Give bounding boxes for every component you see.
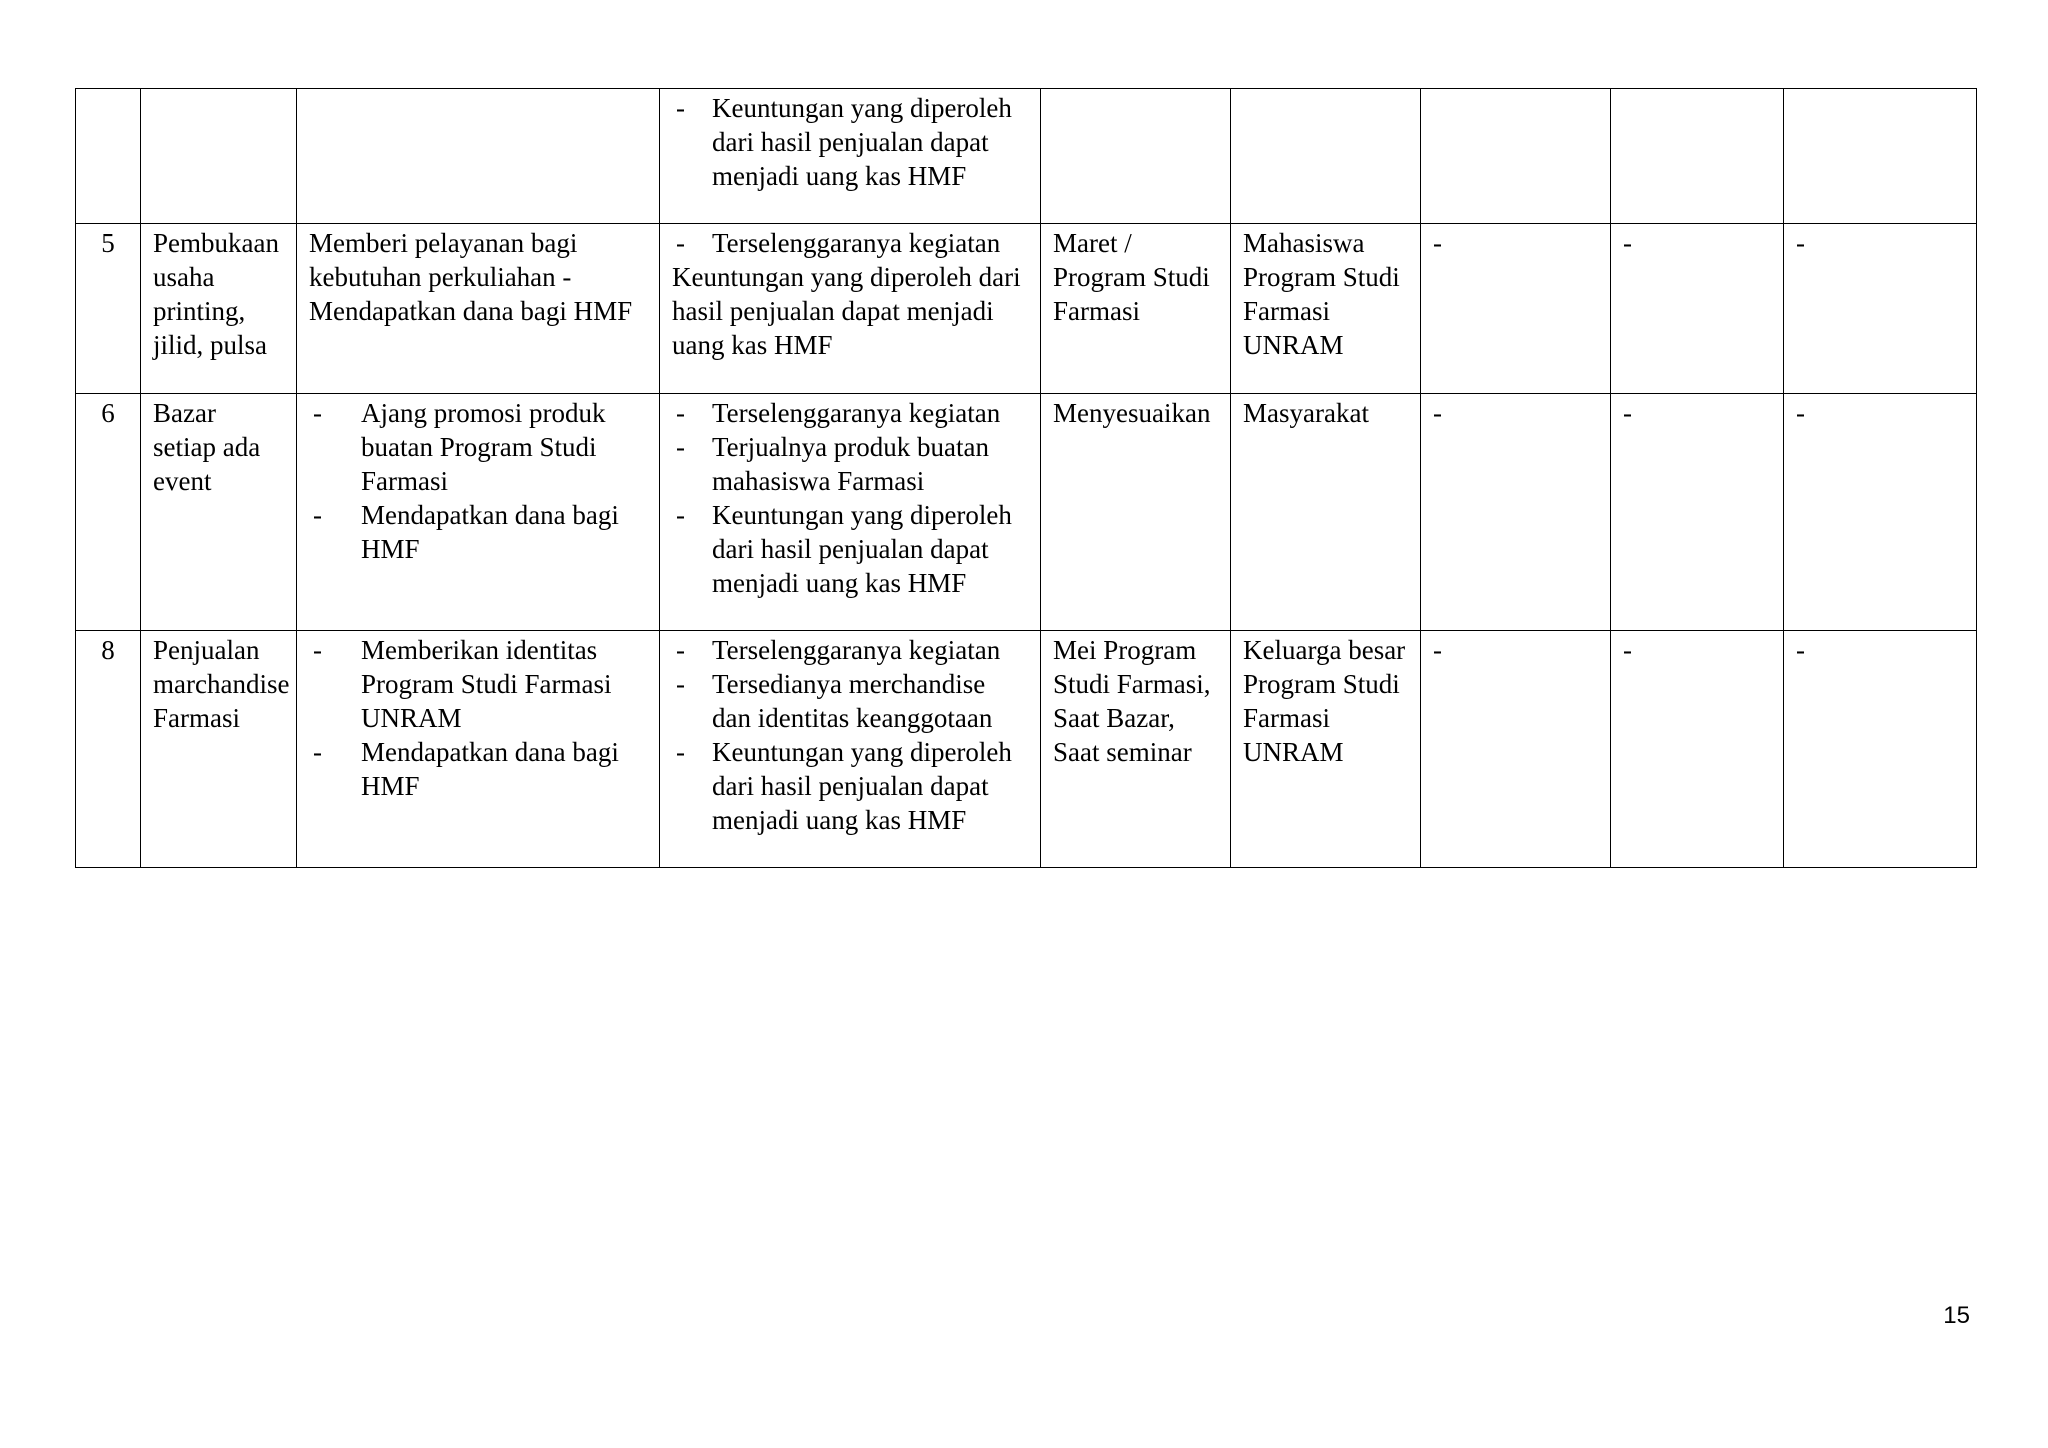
cell-waktu: Mei Program Studi Farmasi, Saat Bazar, Saat seminar [1041, 631, 1231, 868]
list-item: - Mendapatkan dana bagi HMF [309, 498, 647, 566]
cell-tujuan [297, 89, 660, 224]
cell-sasaran: Keluarga besar Program Studi Farmasi UNRAM [1231, 631, 1421, 868]
cell-col8: - [1611, 631, 1784, 868]
cell-waktu [1041, 89, 1231, 224]
cell-col8: - [1611, 394, 1784, 631]
cell-col7: - [1421, 394, 1611, 631]
cell-tujuan: Memberi pelayanan bagi kebutuhan perkuliahan - Mendapatkan dana bagi HMF [297, 224, 660, 394]
cell-kegiatan: Pembukaan usaha printing, jilid, pulsa [141, 224, 297, 394]
program-table [75, 88, 1977, 868]
cell-col7: - [1421, 631, 1611, 868]
cell-col9: - [1784, 224, 1977, 394]
table-row [76, 631, 1977, 868]
cell-kegiatan [141, 89, 297, 224]
cell-sasaran: Mahasiswa Program Studi Farmasi UNRAM [1231, 224, 1421, 394]
cell-col9 [1784, 89, 1977, 224]
cell-waktu: Menyesuaikan [1041, 394, 1231, 631]
table-row [76, 224, 1977, 394]
cell-indikator [660, 224, 1041, 394]
list-item: - Ajang promosi produk buatan Program Studi Farmasi [309, 396, 647, 498]
list-item: - Terselenggaranya kegiatan [672, 396, 1028, 430]
cell-tujuan [297, 394, 660, 631]
list-item: - Memberikan identitas Program Studi Farmasi UNRAM [309, 633, 647, 735]
list-item: - Terselenggaranya kegiatan [672, 226, 1028, 260]
cell-col7: - [1421, 224, 1611, 394]
cell-indikator [660, 631, 1041, 868]
cell-no: 8 [76, 631, 141, 868]
list-item: - Tersedianya merchandise dan identitas keanggotaan [672, 667, 1028, 735]
list-item: - Keuntungan yang diperoleh dari hasil penjualan dapat menjadi uang kas HMF [672, 735, 1028, 837]
cell-col7 [1421, 89, 1611, 224]
cell-kegiatan: Penjualan marchandise Farmasi [141, 631, 297, 868]
cell-indikator [660, 89, 1041, 224]
list-item: - Terjualnya produk buatan mahasiswa Farmasi [672, 430, 1028, 498]
cell-no: 6 [76, 394, 141, 631]
cell-kegiatan: Bazar setiap ada event [141, 394, 297, 631]
cell-col8: - [1611, 224, 1784, 394]
list-item: - Mendapatkan dana bagi HMF [309, 735, 647, 803]
cell-sasaran: Masyarakat [1231, 394, 1421, 631]
cell-col9: - [1784, 394, 1977, 631]
table-row [76, 394, 1977, 631]
cell-no: 5 [76, 224, 141, 394]
cell-col9: - [1784, 631, 1977, 868]
list-item: - Keuntungan yang diperoleh dari hasil penjualan dapat menjadi uang kas HMF [672, 91, 1028, 193]
cell-indikator [660, 394, 1041, 631]
cell-sasaran [1231, 89, 1421, 224]
cell-col8 [1611, 89, 1784, 224]
page-number: 15 [1943, 1302, 1970, 1329]
cell-waktu: Maret / Program Studi Farmasi [1041, 224, 1231, 394]
list-item: - Keuntungan yang diperoleh dari hasil penjualan dapat menjadi uang kas HMF [672, 498, 1028, 600]
cell-tujuan [297, 631, 660, 868]
cell-no [76, 89, 141, 224]
table-row [76, 89, 1977, 224]
list-item: - Terselenggaranya kegiatan [672, 633, 1028, 667]
indikator-text: Keuntungan yang diperoleh dari hasil penjualan dapat menjadi uang kas HMF [672, 262, 1021, 360]
